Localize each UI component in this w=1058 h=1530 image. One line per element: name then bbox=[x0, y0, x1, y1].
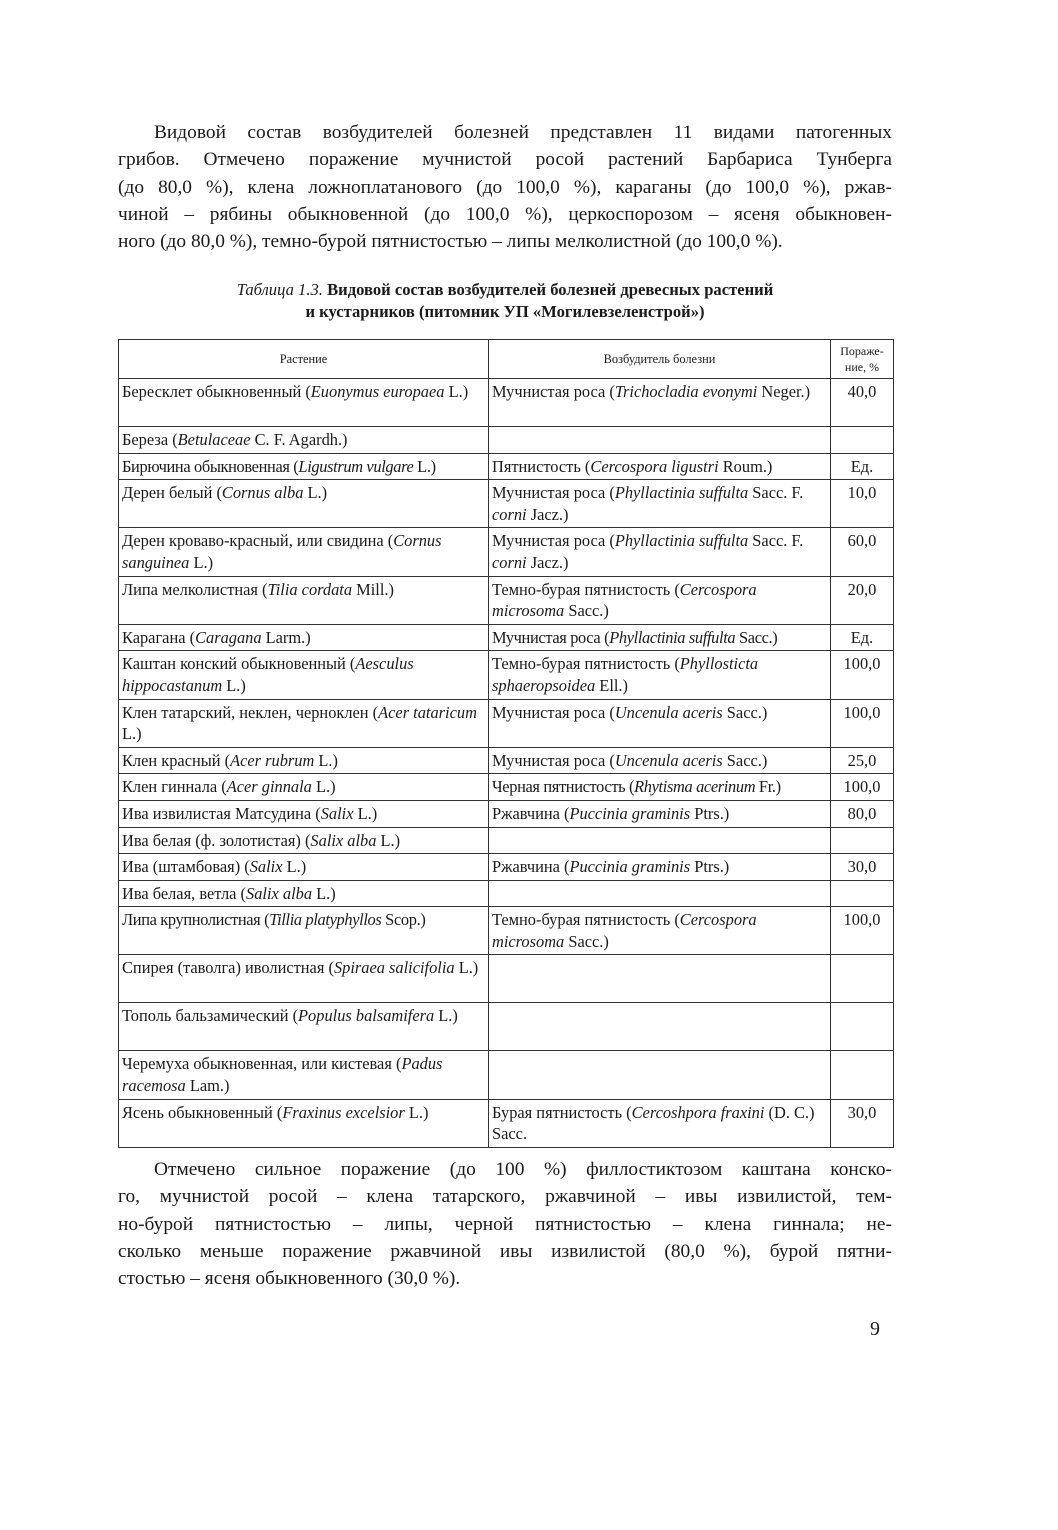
intro-line: чиной – рябины обыкновенной (до 100,0 %), церкоспорозом – ясеня обыкновен- bbox=[118, 203, 892, 225]
cell-pathogen: Мучнистая роса (Uncenula aceris Sacc.) bbox=[489, 699, 831, 747]
table-row bbox=[119, 800, 894, 827]
cell-pathogen: Мучнистая роса (Phyllactinia suffulta Sacc. F. corni Jacz.) bbox=[489, 480, 831, 528]
table-row bbox=[119, 427, 894, 454]
intro-line: ного (до 80,0 %), темно-бурой пятнистостью – липы мелколистной (до 100,0 %). bbox=[118, 231, 783, 253]
cell-plant: Карагана (Caragana Larm.) bbox=[119, 624, 489, 651]
cell-damage: 25,0 bbox=[831, 747, 894, 774]
cell-plant: Липа мелколистная (Tilia cordata Mill.) bbox=[119, 576, 489, 624]
cell-pathogen bbox=[489, 427, 831, 454]
cell-pathogen bbox=[489, 827, 831, 854]
table-row bbox=[119, 528, 894, 576]
table-row bbox=[119, 453, 894, 480]
cell-pathogen: Темно-бурая пятнистость (Phyllosticta sphaeropsoidea Ell.) bbox=[489, 651, 831, 699]
cell-plant: Ясень обыкновенный (Fraxinus excelsior L.) bbox=[119, 1099, 489, 1147]
cell-pathogen bbox=[489, 880, 831, 907]
cell-damage: 100,0 bbox=[831, 699, 894, 747]
cell-damage: Ед. bbox=[831, 453, 894, 480]
cell-pathogen: Ржавчина (Puccinia graminis Ptrs.) bbox=[489, 854, 831, 881]
outro-line: но-бурой пятнистостью – липы, черной пятнистостью – клена гиннала; не- bbox=[118, 1213, 892, 1235]
cell-plant: Ива белая, ветла (Salix alba L.) bbox=[119, 880, 489, 907]
cell-pathogen: Черная пятнистость (Rhytisma acerinum Fr.) bbox=[489, 774, 831, 801]
pathogen-table bbox=[118, 339, 894, 1148]
header-damage-line1: Пораже- bbox=[840, 344, 884, 358]
outro-line: Отмечено сильное поражение (до 100 %) филлостиктозом каштана конско- bbox=[154, 1159, 892, 1180]
table-row bbox=[119, 854, 894, 881]
header-plant: Растение bbox=[119, 340, 489, 379]
cell-damage: 30,0 bbox=[831, 1099, 894, 1147]
header-pathogen: Возбудитель болезни bbox=[489, 340, 831, 379]
table-row bbox=[119, 1003, 894, 1051]
table-row bbox=[119, 699, 894, 747]
cell-damage: 60,0 bbox=[831, 528, 894, 576]
cell-damage: 100,0 bbox=[831, 774, 894, 801]
table-row bbox=[119, 379, 894, 427]
intro-paragraph bbox=[118, 119, 892, 255]
cell-plant: Каштан конский обыкновенный (Aesculus hippocastanum L.) bbox=[119, 651, 489, 699]
cell-pathogen: Мучнистая роса (Trichocladia evonymi Neger.) bbox=[489, 379, 831, 427]
table-caption-title-line1: Видовой состав возбудителей болезней древесных растений bbox=[327, 280, 774, 299]
cell-damage: 30,0 bbox=[831, 854, 894, 881]
cell-damage bbox=[831, 427, 894, 454]
cell-damage: 80,0 bbox=[831, 800, 894, 827]
cell-pathogen bbox=[489, 1003, 831, 1051]
cell-plant: Клен гиннала (Acer ginnala L.) bbox=[119, 774, 489, 801]
cell-plant: Клен красный (Acer rubrum L.) bbox=[119, 747, 489, 774]
outro-line: сколько меньше поражение ржавчиной ивы извилистой (80,0 %), бурой пятни- bbox=[118, 1240, 892, 1262]
cell-damage: Ед. bbox=[831, 624, 894, 651]
cell-pathogen: Мучнистая роса (Uncenula aceris Sacc.) bbox=[489, 747, 831, 774]
cell-damage bbox=[831, 955, 894, 1003]
cell-damage bbox=[831, 827, 894, 854]
table-row bbox=[119, 827, 894, 854]
table-caption-label: Таблица 1.3. bbox=[236, 280, 323, 299]
cell-damage: 100,0 bbox=[831, 907, 894, 955]
cell-plant: Дерен кроваво-красный, или свидина (Cornus sanguinea L.) bbox=[119, 528, 489, 576]
cell-plant: Бересклет обыкновенный (Euonymus europaea L.) bbox=[119, 379, 489, 427]
cell-pathogen: Мучнистая роса (Phyllactinia suffulta Sacc. F. corni Jacz.) bbox=[489, 528, 831, 576]
outro-line: стостью – ясеня обыкновенного (30,0 %). bbox=[118, 1268, 461, 1290]
table-row bbox=[119, 1099, 894, 1147]
cell-pathogen: Темно-бурая пятнистость (Cercospora microsoma Sacc.) bbox=[489, 576, 831, 624]
cell-plant: Липа крупнолистная (Tillia platyphyllos Scop.) bbox=[119, 907, 489, 955]
cell-damage bbox=[831, 880, 894, 907]
cell-pathogen: Бурая пятнистость (Cercoshpora fraxini (D. C.) Sacc. bbox=[489, 1099, 831, 1147]
table-row bbox=[119, 907, 894, 955]
outro-paragraph bbox=[118, 1156, 892, 1292]
table-caption bbox=[118, 279, 892, 323]
cell-plant: Черемуха обыкновенная, или кистевая (Padus racemosa Lam.) bbox=[119, 1051, 489, 1099]
table-row bbox=[119, 880, 894, 907]
header-damage-line2: ние, % bbox=[844, 360, 880, 374]
intro-line: грибов. Отмечено поражение мучнистой росой растений Барбариса Тунберга bbox=[118, 149, 892, 171]
cell-pathogen: Мучнистая роса (Phyllactinia suffulta Sacc.) bbox=[489, 624, 831, 651]
table-row bbox=[119, 747, 894, 774]
header-damage bbox=[831, 340, 894, 379]
cell-damage: 100,0 bbox=[831, 651, 894, 699]
cell-plant: Ива (штамбовая) (Salix L.) bbox=[119, 854, 489, 881]
table-row bbox=[119, 955, 894, 1003]
table-row bbox=[119, 576, 894, 624]
cell-plant: Клен татарский, неклен, черноклен (Acer tataricum L.) bbox=[119, 699, 489, 747]
cell-plant: Ива извилистая Матсудина (Salix L.) bbox=[119, 800, 489, 827]
cell-damage bbox=[831, 1003, 894, 1051]
cell-plant: Дерен белый (Cornus alba L.) bbox=[119, 480, 489, 528]
cell-plant: Спирея (таволга) иволистная (Spiraea salicifolia L.) bbox=[119, 955, 489, 1003]
cell-plant: Ива белая (ф. золотистая) (Salix alba L.) bbox=[119, 827, 489, 854]
table-row bbox=[119, 651, 894, 699]
cell-plant: Береза (Betulaceae C. F. Agardh.) bbox=[119, 427, 489, 454]
cell-pathogen: Пятнистость (Cercospora ligustri Roum.) bbox=[489, 453, 831, 480]
table-caption-title-line2: и кустарников (питомник УП «Могилевзеленстрой») bbox=[305, 302, 705, 321]
table-row bbox=[119, 1051, 894, 1099]
table-row bbox=[119, 480, 894, 528]
cell-damage: 40,0 bbox=[831, 379, 894, 427]
cell-pathogen: Темно-бурая пятнистость (Cercospora microsoma Sacc.) bbox=[489, 907, 831, 955]
cell-pathogen: Ржавчина (Puccinia graminis Ptrs.) bbox=[489, 800, 831, 827]
table-row bbox=[119, 624, 894, 651]
outro-line: го, мучнистой росой – клена татарского, ржавчиной – ивы извилистой, тем- bbox=[118, 1186, 892, 1208]
cell-damage: 20,0 bbox=[831, 576, 894, 624]
page-number: 9 bbox=[870, 1318, 880, 1340]
cell-plant: Бирючина обыкновенная (Ligustrum vulgare L.) bbox=[119, 453, 489, 480]
cell-pathogen bbox=[489, 1051, 831, 1099]
cell-pathogen bbox=[489, 955, 831, 1003]
table-body bbox=[119, 379, 894, 1148]
cell-damage bbox=[831, 1051, 894, 1099]
cell-plant: Тополь бальзамический (Populus balsamifera L.) bbox=[119, 1003, 489, 1051]
table-header-row bbox=[119, 340, 894, 379]
intro-line: Видовой состав возбудителей болезней представлен 11 видами патогенных bbox=[154, 122, 892, 143]
table-row bbox=[119, 774, 894, 801]
cell-damage: 10,0 bbox=[831, 480, 894, 528]
intro-line: (до 80,0 %), клена ложноплатанового (до 100,0 %), караганы (до 100,0 %), ржав- bbox=[118, 176, 892, 198]
